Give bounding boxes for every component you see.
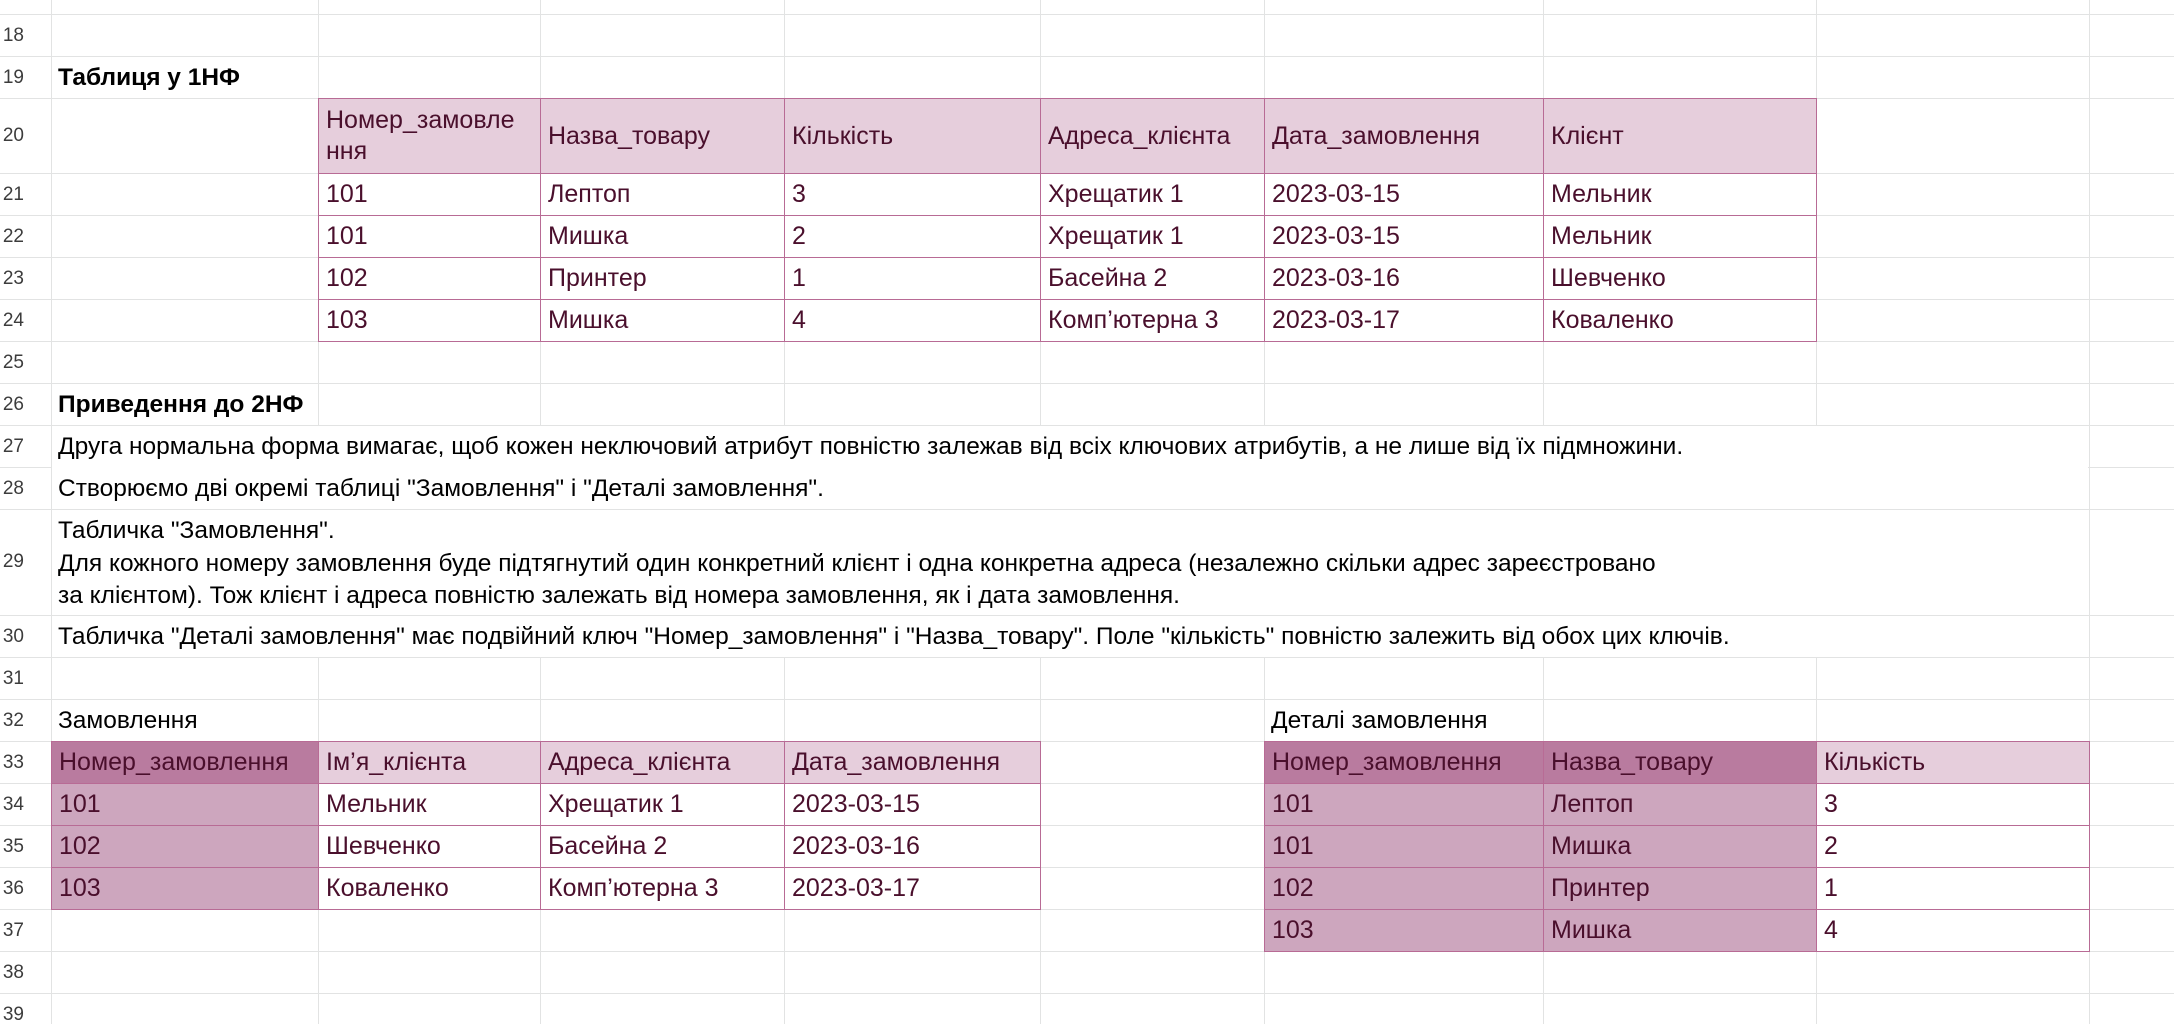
- header-label-line: Номер_замовле: [326, 106, 515, 134]
- row-number: 20: [2, 125, 24, 146]
- table-cell[interactable]: 101: [318, 173, 541, 216]
- note-line-29a: Табличка "Замовлення".: [58, 517, 335, 544]
- table-cell[interactable]: 101: [1264, 783, 1544, 826]
- table-cell[interactable]: Мишка: [1543, 825, 1817, 868]
- table-cell[interactable]: 101: [318, 215, 541, 258]
- table-cell[interactable]: Мишка: [540, 299, 785, 342]
- table-cell[interactable]: 2: [784, 215, 1041, 258]
- table-cell[interactable]: 3: [784, 173, 1041, 216]
- table-cell[interactable]: Лептоп: [1543, 783, 1817, 826]
- table-cell[interactable]: Лептоп: [540, 173, 785, 216]
- table-cell[interactable]: 4: [1816, 909, 2090, 952]
- note-line-28: Створюємо дві окремі таблиці "Замовлення" і "Деталі замовлення".: [58, 475, 824, 502]
- table-header-cell[interactable]: Кількість: [1816, 741, 2090, 784]
- table-header-cell[interactable]: [318, 98, 541, 174]
- table-cell[interactable]: 2023-03-15: [784, 783, 1041, 826]
- table-header-cell[interactable]: Номер_замовлення: [51, 741, 319, 784]
- row-number: 36: [2, 878, 24, 899]
- table-cell[interactable]: 2023-03-17: [1264, 299, 1544, 342]
- row-number: 28: [2, 478, 24, 499]
- details-table-title: Деталі замовлення: [1271, 707, 1488, 734]
- table-header-cell[interactable]: Ім’я_клієнта: [318, 741, 541, 784]
- table-cell[interactable]: 4: [784, 299, 1041, 342]
- table-cell[interactable]: 2023-03-16: [1264, 257, 1544, 300]
- row-number: 18: [2, 25, 24, 46]
- table-cell[interactable]: Мишка: [540, 215, 785, 258]
- table-cell[interactable]: Мельник: [1543, 215, 1817, 258]
- row-number: 26: [2, 394, 24, 415]
- row-number: 34: [2, 794, 24, 815]
- table-cell[interactable]: 101: [1264, 825, 1544, 868]
- table-header-cell[interactable]: Дата_замовлення: [1264, 98, 1544, 174]
- section-title-2nf: Приведення до 2НФ: [58, 391, 304, 418]
- table-cell[interactable]: 3: [1816, 783, 2090, 826]
- row-number: 39: [2, 1004, 24, 1024]
- table-cell[interactable]: 102: [1264, 867, 1544, 910]
- header-label-line: ння: [326, 137, 368, 165]
- row-number: 30: [2, 626, 24, 647]
- table-cell[interactable]: 2023-03-17: [784, 867, 1041, 910]
- table-cell[interactable]: 102: [51, 825, 319, 868]
- table-cell[interactable]: Коваленко: [318, 867, 541, 910]
- row-number: 24: [2, 310, 24, 331]
- row-number: 29: [2, 551, 24, 572]
- table-cell[interactable]: Хрещатик 1: [1040, 215, 1265, 258]
- table-header-cell[interactable]: Клієнт: [1543, 98, 1817, 174]
- row-number: 21: [2, 184, 24, 205]
- table-cell[interactable]: Хрещатик 1: [540, 783, 785, 826]
- table-cell[interactable]: 2: [1816, 825, 2090, 868]
- table-cell[interactable]: 103: [318, 299, 541, 342]
- table-cell[interactable]: 1: [784, 257, 1041, 300]
- row-number: 23: [2, 268, 24, 289]
- row-number: 27: [2, 436, 24, 457]
- table-cell[interactable]: 103: [1264, 909, 1544, 952]
- grid-line: [0, 383, 2174, 384]
- table-cell[interactable]: Комп’ютерна 3: [540, 867, 785, 910]
- table-cell[interactable]: 1: [1816, 867, 2090, 910]
- section-title-1nf: Таблиця у 1НФ: [58, 64, 240, 91]
- table-cell[interactable]: Шевченко: [318, 825, 541, 868]
- table-header-cell[interactable]: Номер_замовлення: [1264, 741, 1544, 784]
- table-header-cell[interactable]: Назва_товару: [540, 98, 785, 174]
- grid-line: [0, 56, 2174, 57]
- note-line-30: Табличка "Деталі замовлення" має подвійний ключ "Номер_замовлення" і "Назва_товару". Поле "кількість" повністю залежить від обох цих ключів.: [58, 623, 1730, 650]
- row-number: 22: [2, 226, 24, 247]
- row-number: 37: [2, 920, 24, 941]
- table-header-cell[interactable]: Кількість: [784, 98, 1041, 174]
- table-cell[interactable]: Принтер: [1543, 867, 1817, 910]
- row-number: 19: [2, 67, 24, 88]
- row-number: 32: [2, 710, 24, 731]
- table-cell[interactable]: 102: [318, 257, 541, 300]
- note-line-29c: за клієнтом). Тож клієнт і адреса повністю залежать від номера замовлення, як і дата замовлення.: [58, 582, 1180, 609]
- table-cell[interactable]: Коваленко: [1543, 299, 1817, 342]
- table-header-cell[interactable]: Адреса_клієнта: [1040, 98, 1265, 174]
- row-number: 35: [2, 836, 24, 857]
- table-cell[interactable]: Принтер: [540, 257, 785, 300]
- table-cell[interactable]: 103: [51, 867, 319, 910]
- grid-line: [0, 699, 2174, 700]
- table-header-cell[interactable]: Назва_товару: [1543, 741, 1817, 784]
- orders-table-title: Замовлення: [58, 707, 198, 734]
- table-cell[interactable]: Хрещатик 1: [1040, 173, 1265, 216]
- table-cell[interactable]: 2023-03-16: [784, 825, 1041, 868]
- grid-line: [0, 657, 2174, 658]
- note-line-27: Друга нормальна форма вимагає, щоб кожен неключовий атрибут повністю залежав від всіх ключових атрибутів, а не лише від їх підмножини.: [58, 433, 1684, 460]
- grid-line: [0, 993, 2174, 994]
- row-number: 33: [2, 752, 24, 773]
- table-cell[interactable]: Мельник: [1543, 173, 1817, 216]
- row-number: 25: [2, 352, 24, 373]
- row-number: 38: [2, 962, 24, 983]
- table-cell[interactable]: Комп’ютерна 3: [1040, 299, 1265, 342]
- table-cell[interactable]: Мишка: [1543, 909, 1817, 952]
- table-header-cell[interactable]: Адреса_клієнта: [540, 741, 785, 784]
- table-cell[interactable]: 101: [51, 783, 319, 826]
- table-cell[interactable]: Басейна 2: [1040, 257, 1265, 300]
- table-cell[interactable]: 2023-03-15: [1264, 215, 1544, 258]
- table-cell[interactable]: Мельник: [318, 783, 541, 826]
- table-cell[interactable]: Басейна 2: [540, 825, 785, 868]
- table-cell[interactable]: 2023-03-15: [1264, 173, 1544, 216]
- grid-line: [0, 14, 2174, 15]
- row-number: 31: [2, 668, 24, 689]
- table-cell[interactable]: Шевченко: [1543, 257, 1817, 300]
- table-header-cell[interactable]: Дата_замовлення: [784, 741, 1041, 784]
- note-line-29b: Для кожного номеру замовлення буде підтягнутий один конкретний клієнт і одна конкретна адреса (незалежно скільки адрес зареєстровано: [58, 550, 1656, 577]
